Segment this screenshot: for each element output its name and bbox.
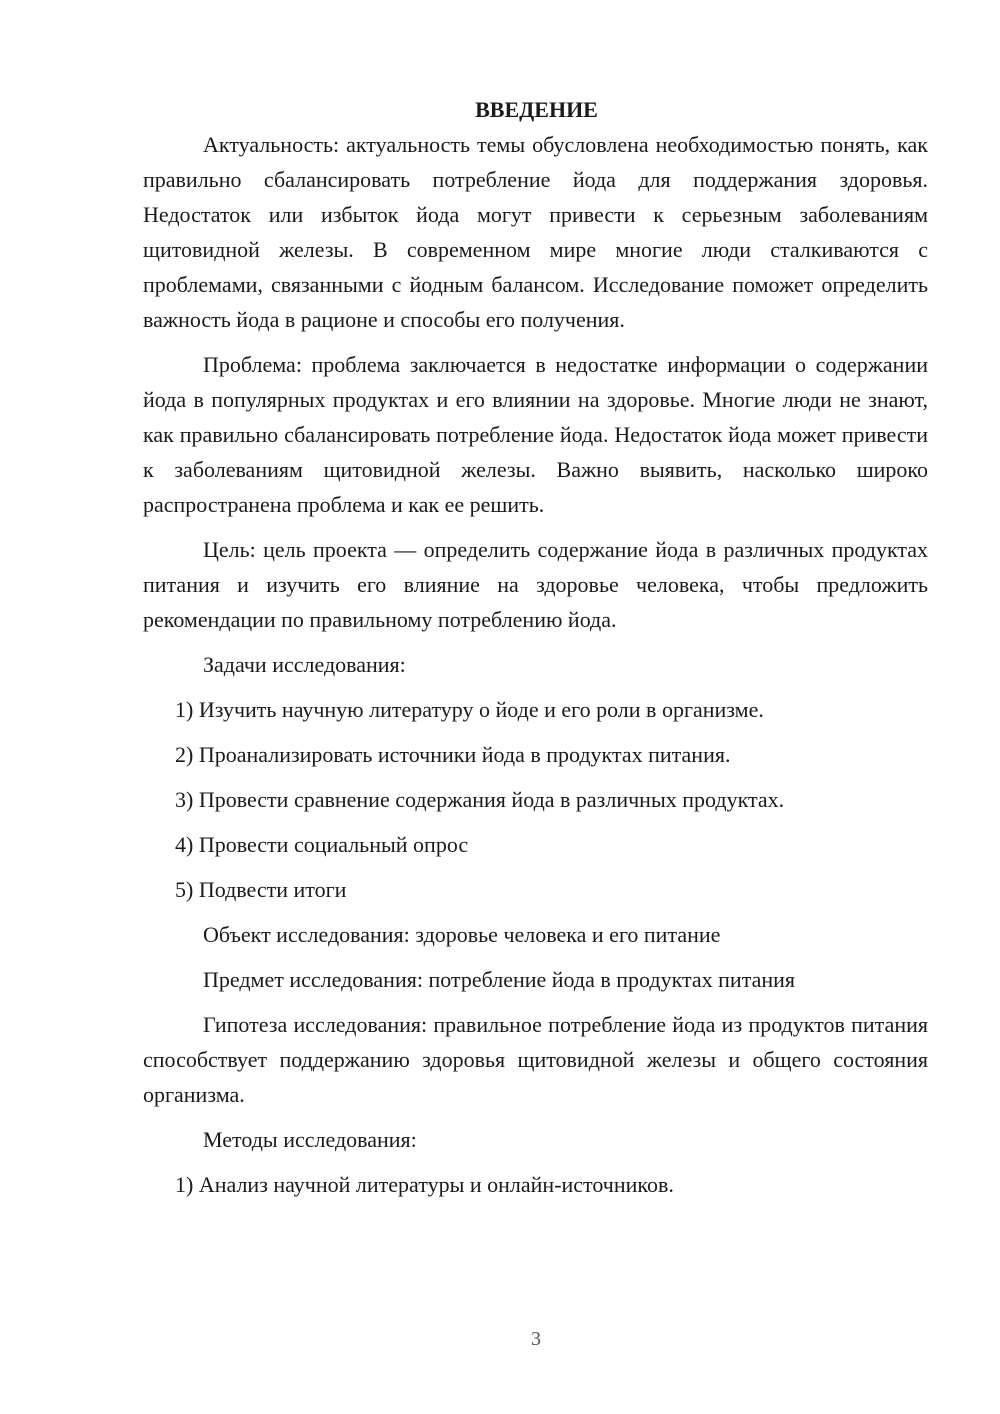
- paragraph-goal: Цель: цель проекта — определить содержание йода в различных продуктах питания и изучить его влияние на здоровье человека, чтобы предложить рекомендации по правильному потреблению йода.: [143, 537, 928, 632]
- research-object: Объект исследования: здоровье человека и его питание: [203, 922, 721, 947]
- task-item-3: 3) Провести сравнение содержания йода в различных продуктах.: [175, 787, 785, 812]
- paragraph-hypothesis: Гипотеза исследования: правильное потребление йода из продуктов питания способствует поддержанию здоровья щитовидной железы и общего состояния организма.: [143, 1012, 928, 1107]
- document-page: [143, 92, 928, 1202]
- tasks-heading: Задачи исследования:: [203, 652, 406, 677]
- task-item-1: 1) Изучить научную литературу о йоде и его роли в организме.: [175, 697, 764, 722]
- research-subject: Предмет исследования: потребление йода в продуктах питания: [203, 967, 796, 992]
- page-title: ВВЕДЕНИЕ: [475, 97, 598, 122]
- task-item-4: 4) Провести социальный опрос: [175, 832, 469, 857]
- task-item-5: 5) Подвести итоги: [175, 877, 347, 902]
- task-item-2: 2) Проанализировать источники йода в продуктах питания.: [175, 742, 731, 767]
- methods-heading: Методы исследования:: [203, 1127, 417, 1152]
- paragraph-relevance: Актуальность: актуальность темы обусловлена необходимостью понять, как правильно сбалансировать потребление йода для поддержания здоровья. Недостаток или избыток йода могут привести к серьезным заболеваниям щитовидной железы. В современном мире многие люди сталкиваются с проблемами, связанными с йодным балансом. Исследование поможет определить важность йода в рационе и способы его получения.: [143, 132, 928, 332]
- page-number: 3: [531, 1328, 541, 1350]
- method-item-1: 1) Анализ научной литературы и онлайн-источников.: [175, 1172, 674, 1197]
- paragraph-problem: Проблема: проблема заключается в недостатке информации о содержании йода в популярных продуктах и его влиянии на здоровье. Многие люди не знают, как правильно сбалансировать потребление йода. Недостаток йода может привести к заболеваниям щитовидной железы. Важно выявить, насколько широко распространена проблема и как ее решить.: [143, 352, 928, 517]
